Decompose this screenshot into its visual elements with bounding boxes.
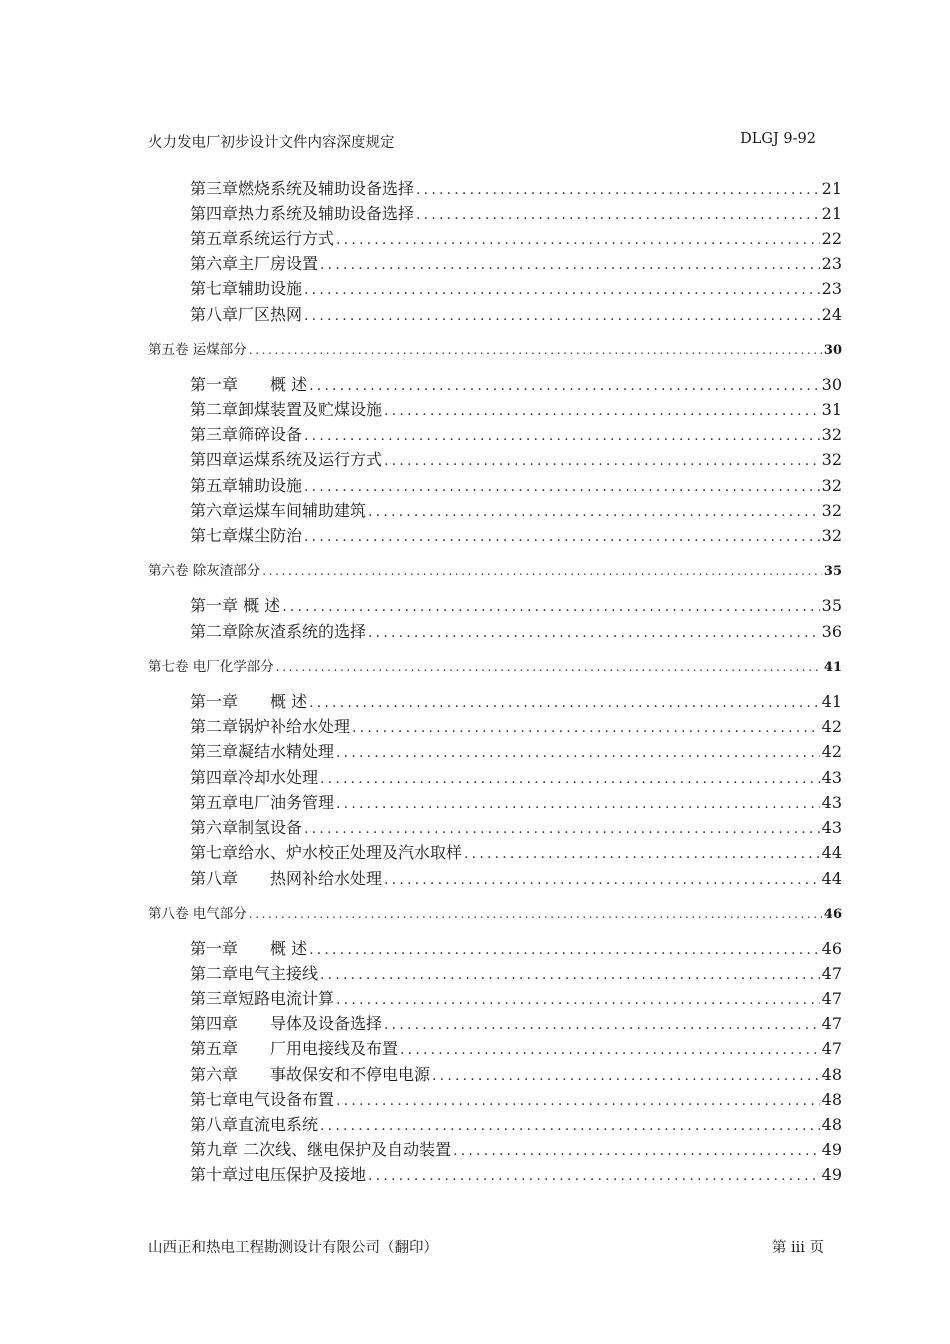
toc-entry-title: 第三章凝结水精处理 (190, 742, 335, 761)
toc-entry-page: 24 (821, 305, 842, 324)
toc-entry-title: 第七章辅助设施 (190, 279, 303, 298)
toc-volume-entry[interactable] (148, 559, 842, 579)
toc-chapter-entry[interactable] (190, 1062, 842, 1085)
toc-volume-entry[interactable] (148, 338, 842, 358)
toc-chapter-entry[interactable] (190, 302, 842, 325)
toc-chapter-entry[interactable] (190, 936, 842, 959)
toc-entry-page: 48 (821, 1115, 842, 1134)
toc-chapter-entry[interactable] (190, 473, 842, 496)
toc-entry-page: 47 (821, 1014, 842, 1033)
toc-entry-page: 43 (821, 818, 842, 837)
toc-entry-title: 第四章 导体及设备选择 (190, 1014, 383, 1033)
toc-entry-page: 23 (821, 254, 842, 273)
toc-entry-page: 32 (821, 526, 842, 545)
toc-chapter-entry[interactable] (190, 689, 842, 712)
toc-entry-title: 第五章系统运行方式 (190, 229, 335, 248)
toc-leader-dots (249, 343, 822, 357)
toc-leader-dots (304, 282, 820, 298)
toc-leader-dots (352, 720, 820, 736)
toc-chapter-entry[interactable] (190, 523, 842, 546)
toc-leader-dots (384, 1017, 820, 1033)
toc-entry-title: 第一章 概 述 (190, 596, 281, 615)
toc-entry-page: 32 (821, 425, 842, 444)
toc-chapter-entry[interactable] (190, 372, 842, 395)
toc-chapter-entry[interactable] (190, 201, 842, 224)
toc-leader-dots (320, 1118, 820, 1134)
toc-chapter-entry[interactable] (190, 790, 842, 813)
toc-entry-page: 47 (821, 1039, 842, 1058)
toc-entry-page: 42 (821, 717, 842, 736)
toc-chapter-entry[interactable] (190, 1011, 842, 1034)
document-code: DLGJ 9-92 (740, 131, 816, 147)
toc-entry-title: 第七卷 电厂化学部分 (148, 659, 274, 675)
toc-entry-page: 43 (821, 768, 842, 787)
toc-entry-page: 43 (821, 793, 842, 812)
toc-chapter-entry[interactable] (190, 961, 842, 984)
toc-leader-dots (336, 232, 820, 248)
toc-chapter-entry[interactable] (190, 251, 842, 274)
toc-entry-title: 第四章冷却水处理 (190, 768, 319, 787)
toc-entry-page: 48 (821, 1065, 842, 1084)
toc-entry-page: 47 (821, 989, 842, 1008)
toc-entry-title: 第五章辅助设施 (190, 476, 303, 495)
toc-entry-title: 第二章卸煤装置及贮煤设施 (190, 400, 383, 419)
toc-entry-title: 第二章锅炉补给水处理 (190, 717, 351, 736)
toc-entry-title: 第六卷 除灰渣部分 (148, 563, 261, 579)
toc-leader-dots (309, 942, 820, 958)
toc-entry-title: 第五章 厂用电接线及布置 (190, 1039, 399, 1058)
toc-entry-title: 第九章 二次线、继电保护及自动装置 (190, 1140, 452, 1159)
toc-entry-page: 48 (821, 1090, 842, 1109)
toc-leader-dots (336, 992, 820, 1008)
toc-chapter-entry[interactable] (190, 840, 842, 863)
toc-entry-page: 30 (823, 343, 842, 358)
toc-entry-title: 第一章 概 述 (190, 692, 308, 711)
toc-entry-title: 第五卷 运煤部分 (148, 342, 247, 358)
toc-entry-title: 第十章过电压保护及接地 (190, 1165, 367, 1184)
toc-entry-title: 第八章厂区热网 (190, 305, 303, 324)
toc-leader-dots (320, 257, 820, 273)
toc-volume-entry[interactable] (148, 902, 842, 922)
toc-chapter-entry[interactable] (190, 619, 842, 642)
toc-chapter-entry[interactable] (190, 1162, 842, 1185)
toc-leader-dots (320, 967, 820, 983)
toc-entry-title: 第六章制氢设备 (190, 818, 303, 837)
toc-entry-title: 第八卷 电气部分 (148, 906, 247, 922)
toc-entry-title: 第七章给水、炉水校正处理及汽水取样 (190, 843, 463, 862)
toc-chapter-entry[interactable] (190, 176, 842, 199)
toc-leader-dots (309, 378, 820, 394)
toc-entry-page: 46 (821, 939, 842, 958)
toc-entry-title: 第三章燃烧系统及辅助设备选择 (190, 179, 415, 198)
toc-chapter-entry[interactable] (190, 1137, 842, 1160)
toc-entry-title: 第四章运煤系统及运行方式 (190, 450, 383, 469)
toc-entry-title: 第六章主厂房设置 (190, 254, 319, 273)
toc-leader-dots (304, 428, 820, 444)
toc-leader-dots (304, 479, 820, 495)
toc-volume-entry[interactable] (148, 655, 842, 675)
toc-leader-dots (304, 308, 820, 324)
toc-entry-page: 41 (823, 660, 842, 675)
toc-entry-page: 35 (821, 596, 842, 615)
toc-entry-page: 30 (821, 375, 842, 394)
toc-chapter-entry[interactable] (190, 866, 842, 889)
toc-entry-page: 32 (821, 450, 842, 469)
toc-entry-title: 第六章 事故保安和不停电电源 (190, 1065, 431, 1084)
toc-chapter-entry[interactable] (190, 815, 842, 838)
toc-leader-dots (400, 1042, 820, 1058)
toc-entry-page: 42 (821, 742, 842, 761)
toc-entry-page: 31 (821, 400, 842, 419)
toc-entry-page: 23 (821, 279, 842, 298)
toc-entry-title: 第一章 概 述 (190, 375, 308, 394)
toc-entry-page: 49 (821, 1140, 842, 1159)
toc-leader-dots (320, 771, 820, 787)
toc-chapter-entry[interactable] (190, 397, 842, 420)
toc-entry-page: 22 (821, 229, 842, 248)
toc-entry-title: 第七章电气设备布置 (190, 1090, 335, 1109)
toc-leader-dots (384, 403, 820, 419)
document-title: 火力发电厂初步设计文件内容深度规定 (148, 135, 395, 151)
toc-entry-title: 第六章运煤车间辅助建筑 (190, 501, 367, 520)
toc-entry-title: 第二章电气主接线 (190, 964, 319, 983)
toc-leader-dots (336, 745, 820, 761)
toc-entry-title: 第三章筛碎设备 (190, 425, 303, 444)
toc-leader-dots (384, 453, 820, 469)
toc-leader-dots (464, 846, 820, 862)
toc-chapter-entry[interactable] (190, 593, 842, 616)
toc-chapter-entry[interactable] (190, 714, 842, 737)
toc-leader-dots (368, 504, 820, 520)
toc-leader-dots (336, 1093, 820, 1109)
toc-entry-title: 第七章煤尘防治 (190, 526, 303, 545)
toc-leader-dots (309, 695, 820, 711)
toc-entry-title: 第八章 热网补给水处理 (190, 869, 383, 888)
toc-leader-dots (282, 599, 819, 615)
toc-entry-page: 44 (821, 843, 842, 862)
toc-entry-title: 第八章直流电系统 (190, 1115, 319, 1134)
toc-chapter-entry[interactable] (190, 422, 842, 445)
toc-chapter-entry[interactable] (190, 986, 842, 1009)
toc-entry-page: 32 (821, 501, 842, 520)
toc-leader-dots (453, 1143, 820, 1159)
toc-chapter-entry[interactable] (190, 498, 842, 521)
toc-chapter-entry[interactable] (190, 276, 842, 299)
toc-entry-page: 44 (821, 869, 842, 888)
toc-entry-title: 第五章电厂油务管理 (190, 793, 335, 812)
toc-entry-page: 35 (823, 564, 842, 579)
toc-entry-title: 第二章除灰渣系统的选择 (190, 622, 367, 641)
page-number: 第 iii 页 (771, 1240, 824, 1256)
toc-entry-page: 32 (821, 476, 842, 495)
toc-leader-dots (276, 660, 822, 674)
toc-entry-title: 第四章热力系统及辅助设备选择 (190, 204, 415, 223)
toc-entry-page: 21 (821, 204, 842, 223)
toc-entry-page: 47 (821, 964, 842, 983)
toc-leader-dots (384, 872, 820, 888)
toc-entry-page: 46 (823, 907, 842, 922)
toc-leader-dots (249, 907, 822, 921)
toc-entry-page: 36 (821, 622, 842, 641)
toc-chapter-entry[interactable] (190, 1087, 842, 1110)
toc-chapter-entry[interactable] (190, 447, 842, 470)
toc-entry-page: 49 (821, 1165, 842, 1184)
toc-leader-dots (432, 1068, 820, 1084)
toc-leader-dots (416, 182, 820, 198)
toc-leader-dots (368, 625, 820, 641)
page-footer (148, 1236, 824, 1257)
toc-chapter-entry[interactable] (190, 1036, 842, 1059)
toc-leader-dots (262, 564, 822, 578)
toc-chapter-entry[interactable] (190, 765, 842, 788)
toc-chapter-entry[interactable] (190, 1112, 842, 1135)
toc-leader-dots (368, 1168, 820, 1184)
toc-leader-dots (304, 821, 820, 837)
toc-chapter-entry[interactable] (190, 739, 842, 762)
publisher: 山西正和热电工程勘测设计有限公司（翻印） (148, 1240, 438, 1256)
toc-chapter-entry[interactable] (190, 226, 842, 249)
toc-entry-title: 第一章 概 述 (190, 939, 308, 958)
toc-leader-dots (304, 529, 820, 545)
toc-leader-dots (336, 796, 820, 812)
toc-entry-page: 41 (821, 692, 842, 711)
toc-entry-title: 第三章短路电流计算 (190, 989, 335, 1008)
toc-entry-page: 21 (821, 179, 842, 198)
toc-leader-dots (416, 207, 820, 223)
